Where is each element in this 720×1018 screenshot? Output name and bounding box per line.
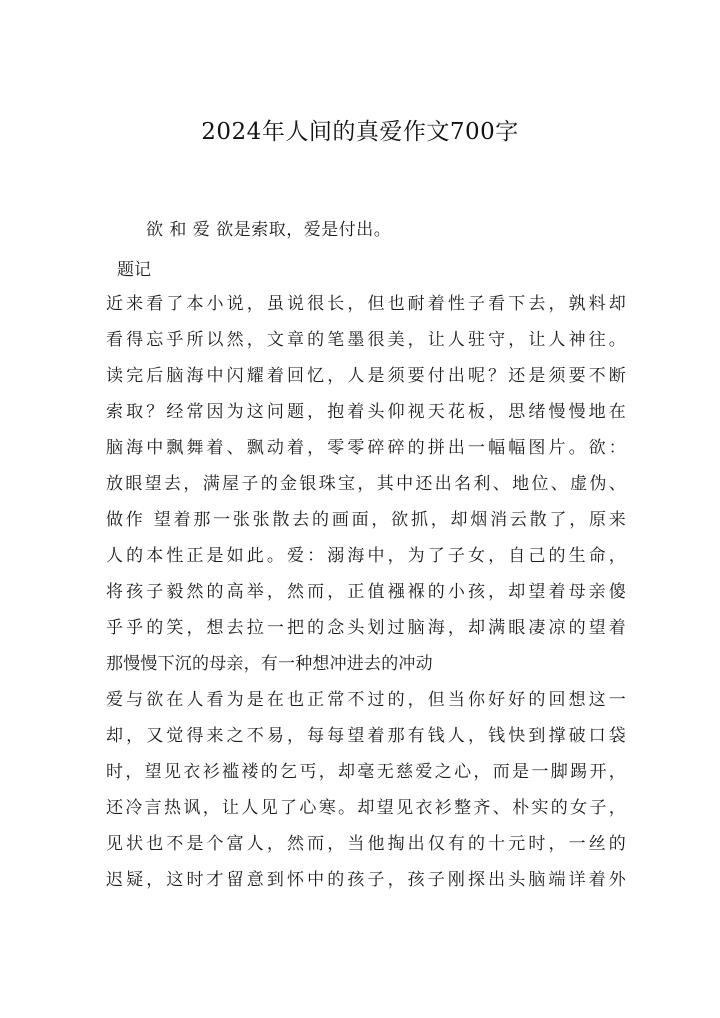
- text-line: 看得忘乎所以然，文章的笔墨很美，让人驻守，让人神往。: [106, 330, 626, 350]
- document-title: 2024年人间的真爱作文700字: [201, 119, 519, 145]
- text-line: 迟疑，这时才留意到怀中的孩子，孩子刚探出头脑端详着外: [106, 870, 626, 890]
- epigraph-note: 题记: [117, 260, 151, 280]
- text-line: 脑海中飘舞着、飘动着，零零碎碎的拼出一幅幅图片。欲：: [106, 438, 626, 458]
- text-line: 索取？经常因为这问题，抱着头仰视天花板，思绪慢慢地在: [106, 402, 626, 422]
- text-line: 时，望见衣衫褴褛的乞丐，却毫无慈爱之心，而是一脚踢开，: [106, 762, 626, 782]
- text-line: 那慢慢下沉的母亲，有一种想冲进去的冲动: [106, 654, 433, 674]
- text-line: 还冷言热讽，让人见了心寒。却望见衣衫整齐、朴实的女子，: [106, 798, 626, 818]
- text-line: 做作 望着那一张张散去的画面，欲抓，却烟消云散了，原来: [106, 510, 626, 530]
- text-line: 读完后脑海中闪耀着回忆，人是须要付出呢？还是须要不断: [106, 366, 626, 386]
- text-line: 见状也不是个富人，然而，当他掏出仅有的十元时，一丝的: [106, 834, 626, 854]
- text-line: 乎乎的笑，想去拉一把的念头划过脑海，却满眼凄凉的望着: [106, 618, 626, 638]
- document-subtitle: 欲 和 爱 欲是索取，爱是付出。: [146, 220, 392, 240]
- text-line: 将孩子毅然的高举，然而，正值襁褓的小孩，却望着母亲傻: [106, 582, 626, 602]
- text-line: 近来看了本小说，虽说很长，但也耐着性子看下去，孰料却: [106, 294, 626, 314]
- text-line: 放眼望去，满屋子的金银珠宝，其中还出名利、地位、虚伪、: [106, 474, 626, 494]
- text-line: 人的本性正是如此。爱：溺海中，为了子女，自己的生命，: [106, 546, 626, 566]
- text-line: 却，又觉得来之不易，每每望着那有钱人，钱快到撑破口袋: [106, 726, 626, 746]
- body-text: [106, 286, 626, 898]
- text-line: 爱与欲在人看为是在也正常不过的，但当你好好的回想这一: [106, 690, 626, 710]
